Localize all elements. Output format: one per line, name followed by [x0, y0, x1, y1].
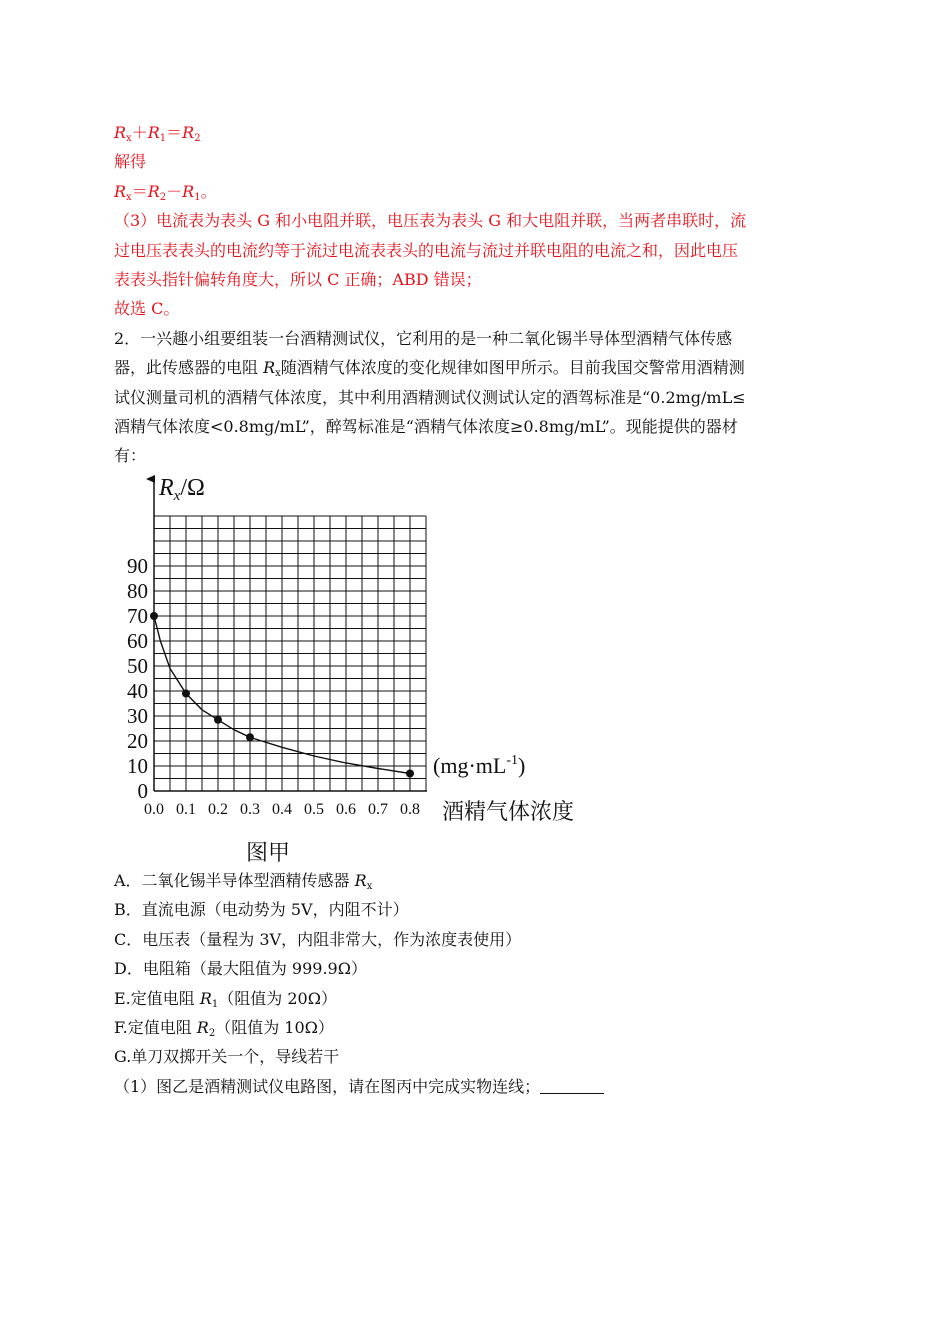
y-tick-label: 40	[127, 678, 148, 703]
data-point	[150, 612, 158, 620]
x-tick-label: 0.4	[272, 800, 292, 818]
question-line-4: 酒精气体浓度<0.8mg/mL”，醉驾标准是“酒精气体浓度≥0.8mg/mL”。现能提供的器材	[114, 417, 738, 437]
y-tick-label: 10	[127, 753, 148, 778]
x-tick-labels	[144, 801, 420, 818]
y-tick-label: 80	[127, 578, 148, 603]
x-tick-label: 0.1	[176, 800, 196, 818]
y-tick-label: 30	[127, 703, 148, 728]
question-line-1: 2．一兴趣小组要组装一台酒精测试仪，它利用的是一种二氧化锡半导体型酒精气体传感	[114, 328, 733, 348]
option-b: B．直流电源（电动势为 5V，内阻不计）	[114, 900, 409, 920]
y-tick-labels	[127, 554, 148, 803]
y-tick-label: 70	[127, 603, 148, 628]
x-tick-label: 0.2	[208, 800, 228, 818]
option-e: E.定值电阻 $R_1$（阻值为 20Ω）	[114, 988, 337, 1010]
answer-part3-line-3: 表表头指针偏转角度大，所以 C 正确；ABD 错误；	[114, 270, 482, 290]
x-tick-label: 0.8	[400, 800, 420, 818]
x-tick-label: 0.3	[240, 800, 260, 818]
rx-concentration-chart	[114, 471, 838, 866]
y-tick-label: 50	[127, 653, 148, 678]
sub-question-1: （1）图乙是酒精测试仪电路图，请在图丙中完成实物连线；	[114, 1072, 838, 1101]
question-line-3: 试仪测量司机的酒精气体浓度，其中利用酒精测试仪测试认定的酒驾标准是“0.2mg/mL≤	[114, 387, 746, 407]
answer-conclusion: 故选 C。	[114, 299, 180, 319]
option-a: A．二氧化锡半导体型酒精传感器 $R_x$	[114, 870, 373, 892]
x-unit-label: $(mg\cdot mL^{-1})$	[433, 752, 526, 778]
y-tick-label: 60	[127, 628, 148, 653]
page	[114, 118, 838, 1101]
answer-solve-label: 解得	[114, 152, 147, 172]
question-line-2: 器，此传感器的电阻 $R_x$随酒精气体浓度的变化规律如图甲所示。目前我国交警常用酒精测	[114, 358, 745, 380]
data-point	[214, 716, 222, 724]
y-tick-label: 0	[137, 778, 148, 803]
x-tick-label: 0.0	[144, 800, 164, 818]
x-tick-label: 0.5	[304, 800, 324, 818]
y-tick-label: 20	[127, 728, 148, 753]
x-tick-label: 0.6	[336, 800, 356, 818]
answer-part3-line-2: 过电压表表头的电流约等于流过电流表表头的电流与流过并联电阻的电流之和，因此电压	[114, 240, 739, 260]
x-tick-label: 0.7	[368, 800, 388, 818]
data-point	[246, 733, 254, 741]
option-g: G.单刀双掷开关一个，导线若干	[114, 1047, 340, 1067]
x-axis-label: 酒精气体浓度	[442, 799, 575, 825]
question-line-5: 有：	[114, 446, 147, 466]
answer-blank[interactable]	[540, 1075, 604, 1094]
data-point	[182, 689, 190, 697]
figure-caption: 图甲	[246, 840, 291, 866]
y-tick-label: 90	[127, 553, 148, 578]
answer-equation-2: $R_x=R_2-R_1$。	[114, 181, 217, 203]
option-d: D．电阻箱（最大阻值为 999.9Ω）	[114, 959, 367, 979]
answer-equation-1: $R_x+R_1=R_2$	[114, 123, 201, 144]
option-c: C．电压表（量程为 3V，内阻非常大，作为浓度表使用）	[114, 929, 522, 949]
data-point	[406, 769, 414, 777]
y-axis-label: $R_x/\Omega$	[159, 474, 205, 504]
option-f: F.定值电阻 $R_2$（阻值为 10Ω）	[114, 1017, 334, 1039]
figure-jia	[114, 471, 838, 866]
answer-part3-line-1: （3）电流表为表头 G 和小电阻并联，电压表为表头 G 和大电阻并联，当两者串联时，流	[114, 211, 747, 231]
